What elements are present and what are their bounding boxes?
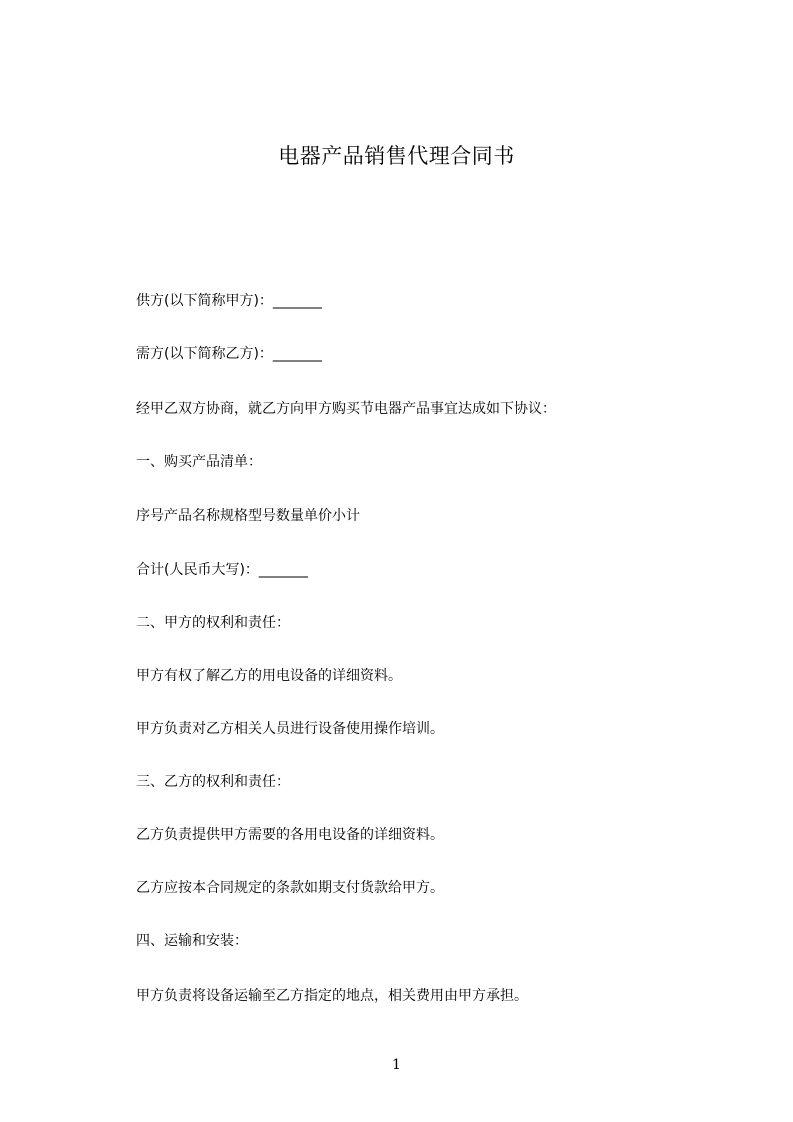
section-heading-transport-installation: 四、运输和安装： — [136, 933, 248, 949]
party-b-right-1: 乙方负责提供甲方需要的各用电设备的详细资料。 — [136, 827, 444, 843]
party-b-right-2: 乙方应按本合同规定的条款如期支付货款给甲方。 — [136, 880, 444, 896]
total-amount-line: 合计(人民币大写)：_______ — [136, 562, 308, 578]
party-a-right-1: 甲方有权了解乙方的用电设备的详细资料。 — [136, 668, 402, 684]
section-heading-party-b-rights: 三、乙方的权利和责任： — [136, 774, 290, 790]
section-heading-party-a-rights: 二、甲方的权利和责任： — [136, 615, 290, 631]
transport-clause-1: 甲方负责将设备运输至乙方指定的地点，相关费用由甲方承担。 — [136, 988, 528, 1004]
buyer-line: 需方(以下简称乙方)：_______ — [136, 346, 322, 362]
product-list-header: 序号产品名称规格型号数量单价小计 — [136, 508, 360, 524]
document-title: 电器产品销售代理合同书 — [278, 144, 515, 168]
section-heading-product-list: 一、购买产品清单： — [136, 454, 262, 470]
agreement-intro: 经甲乙双方协商，就乙方向甲方购买节电器产品事宜达成如下协议： — [136, 401, 556, 417]
page-number: 1 — [392, 1057, 401, 1073]
supplier-line: 供方(以下简称甲方)：_______ — [136, 293, 322, 309]
party-a-right-2: 甲方负责对乙方相关人员进行设备使用操作培训。 — [136, 721, 444, 737]
